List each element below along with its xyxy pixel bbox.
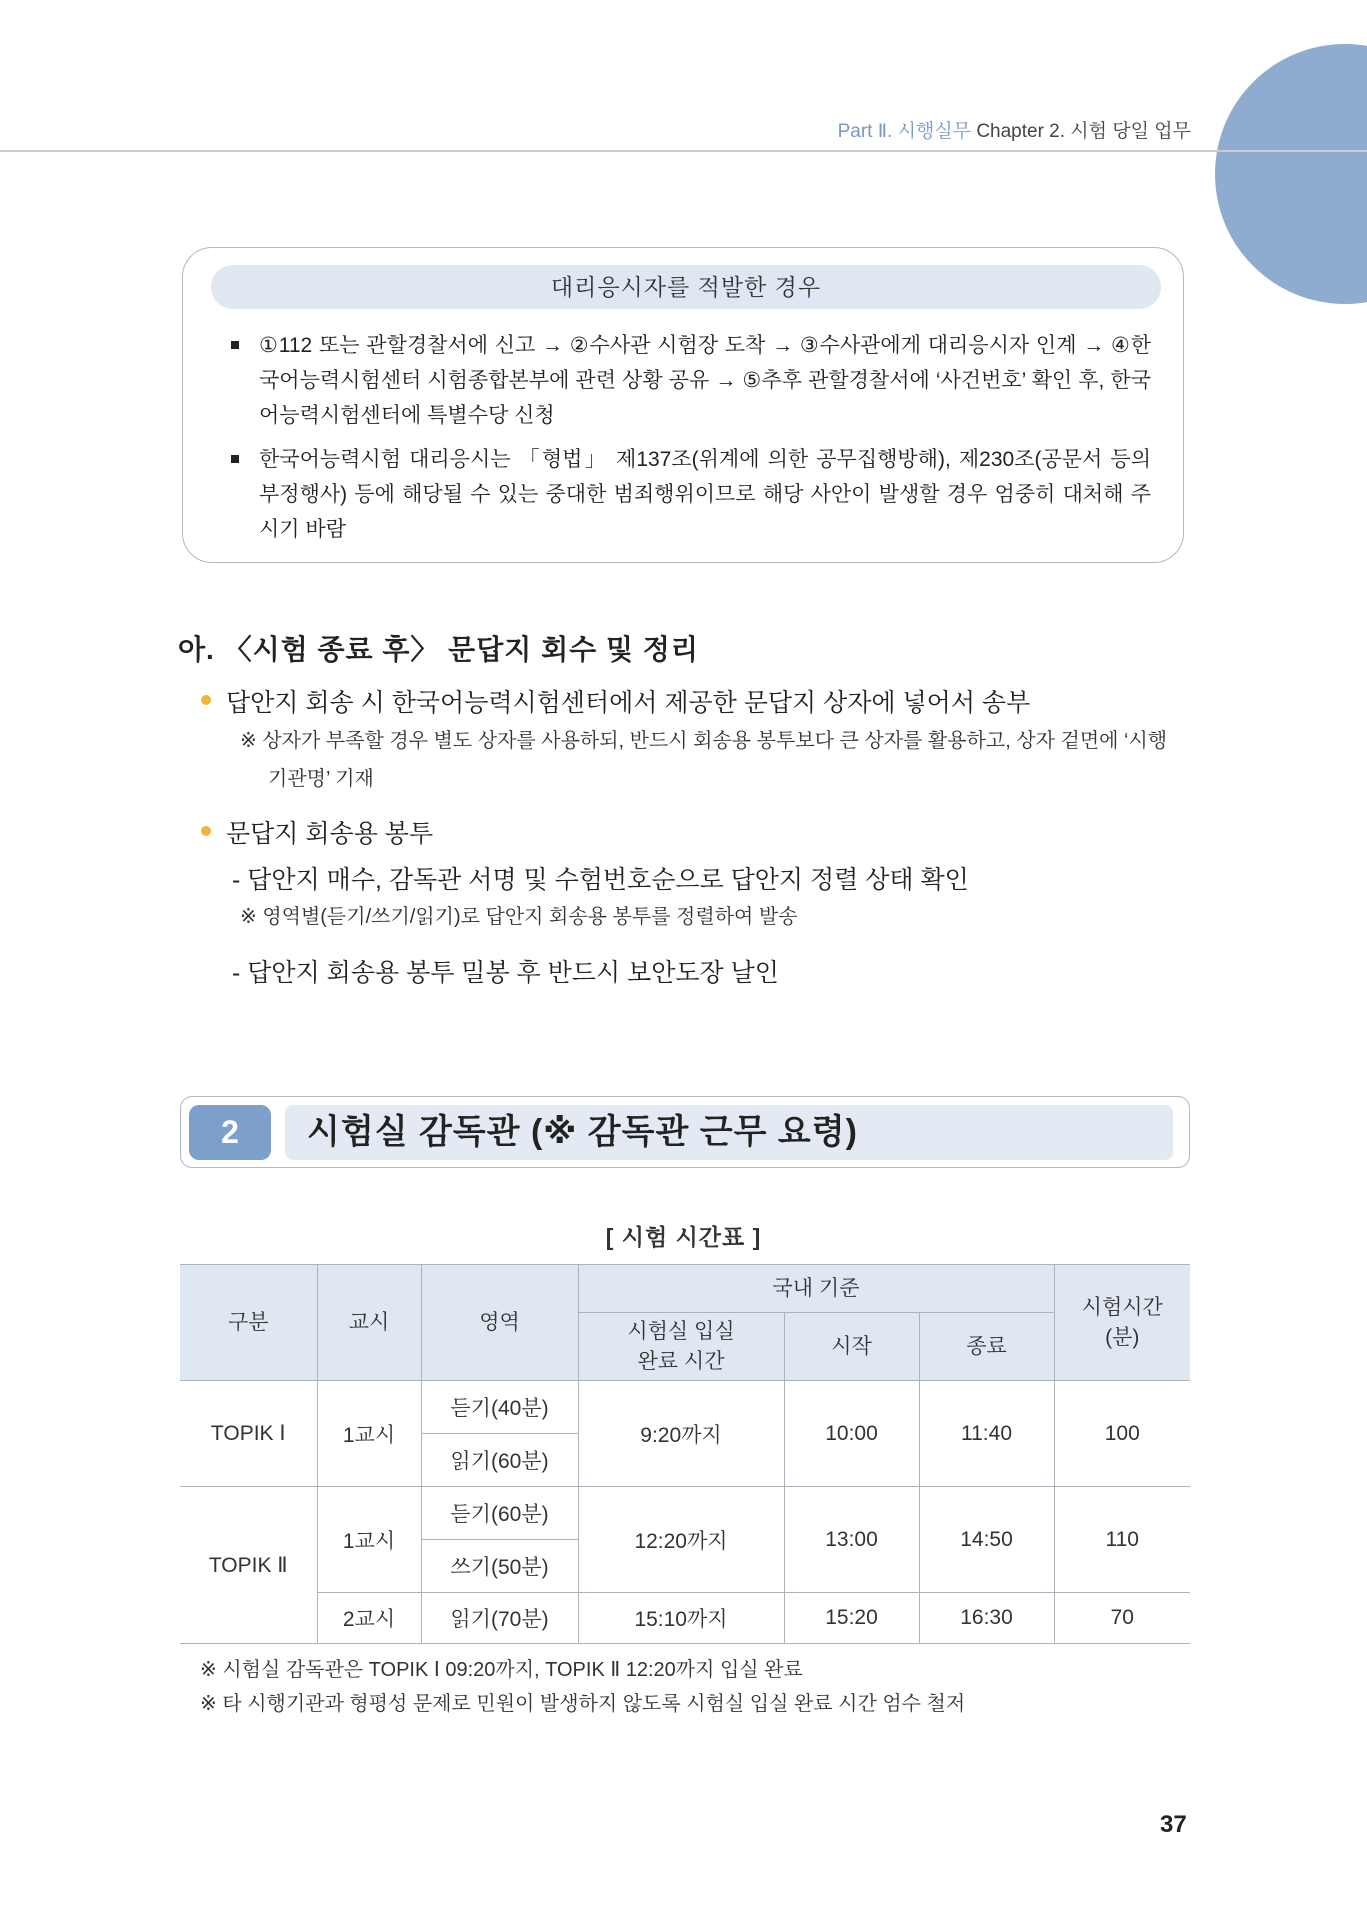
dash-item: - 답안지 회송용 봉투 밀봉 후 반드시 보안도장 날인 [232, 959, 779, 987]
cell-end: 11:40 [919, 1381, 1054, 1487]
section-number: 2 [189, 1105, 271, 1160]
cell-end: 14:50 [919, 1487, 1054, 1593]
cell-duration: 100 [1054, 1381, 1190, 1487]
cell-period: 2교시 [317, 1593, 421, 1644]
cell-entry: 15:10까지 [578, 1593, 784, 1644]
cell-duration: 70 [1054, 1593, 1190, 1644]
square-bullet-icon [231, 341, 239, 349]
header-rule [0, 150, 1367, 152]
note-text: 기관명’ 기재 [268, 768, 374, 790]
box-title: 대리응시자를 적발한 경우 [211, 265, 1161, 309]
bullet-text: 문답지 회송용 봉투 [226, 820, 434, 848]
cell-entry: 12:20까지 [578, 1487, 784, 1593]
header-area: 영역 [421, 1265, 578, 1381]
footnote: ※ 시험실 감독관은 TOPIK Ⅰ 09:20까지, TOPIK Ⅱ 12:20까지 입실 완료 [200, 1659, 803, 1681]
header-decoration-circle [1215, 44, 1367, 304]
cell-area: 쓰기(50분) [421, 1540, 578, 1593]
table-row [180, 1487, 1190, 1540]
section-title: 시험실 감독관 (※ 감독관 근무 요령) [307, 1113, 858, 1151]
section-heading: 아. 〈시험 종료 후〉 문답지 회수 및 정리 [178, 634, 699, 665]
square-bullet-icon [231, 455, 239, 463]
note-text: ※ 영역별(듣기/쓰기/읽기)로 답안지 회송용 봉투를 정렬하여 발송 [240, 906, 798, 928]
header-end: 종료 [919, 1313, 1054, 1381]
cell-period: 1교시 [317, 1381, 421, 1487]
cell-area: 듣기(60분) [421, 1487, 578, 1540]
bullet-dot-icon [201, 826, 211, 836]
header-domestic: 국내 기준 [578, 1265, 1054, 1313]
cell-level: TOPIK Ⅱ [180, 1487, 317, 1644]
note-text: ※ 상자가 부족할 경우 별도 상자를 사용하되, 반드시 회송용 봉투보다 큰 상자를 활용하고, 상자 겉면에 ‘시행 [240, 730, 1168, 752]
cell-area: 읽기(70분) [421, 1593, 578, 1644]
header-category: 구분 [180, 1265, 317, 1381]
section-2-banner [180, 1096, 1190, 1168]
proxy-test-taker-box [182, 247, 1184, 563]
table-row [180, 1381, 1190, 1434]
table-row [180, 1593, 1190, 1644]
box-item [231, 328, 1151, 433]
table-title: [ 시험 시간표 ] [605, 1224, 762, 1250]
cell-area: 듣기(40분) [421, 1381, 578, 1434]
footnote: ※ 타 시행기관과 형평성 문제로 민원이 발생하지 않도록 시험실 입실 완료 시간 엄수 철저 [200, 1693, 966, 1715]
exam-schedule-table [180, 1264, 1190, 1644]
header-entry: 시험실 입실 완료 시간 [578, 1313, 784, 1381]
box-item-text: 한국어능력시험 대리응시는 「형법」 제137조(위계에 의한 공무집행방해), 제230조(공문서 등의 부정행사) 등에 해당될 수 있는 중대한 범죄행위이므로 해당 사안이 발생할 경우 엄중히 대처해 주시기 바람 [259, 448, 1151, 541]
bullet-dot-icon [201, 695, 211, 705]
header-duration: 시험시간 (분) [1054, 1265, 1190, 1381]
cell-start: 15:20 [784, 1593, 919, 1644]
header-period: 교시 [317, 1265, 421, 1381]
cell-period: 1교시 [317, 1487, 421, 1593]
cell-start: 10:00 [784, 1381, 919, 1487]
header-part: Part Ⅱ. 시행실무 [837, 121, 972, 142]
bullet-text: 답안지 회송 시 한국어능력시험센터에서 제공한 문답지 상자에 넣어서 송부 [226, 689, 1031, 717]
header-start: 시작 [784, 1313, 919, 1381]
cell-end: 16:30 [919, 1593, 1054, 1644]
cell-area: 읽기(60분) [421, 1434, 578, 1487]
cell-start: 13:00 [784, 1487, 919, 1593]
table-header-row [180, 1265, 1190, 1313]
running-header [838, 116, 1191, 143]
cell-duration: 110 [1054, 1487, 1190, 1593]
box-item [231, 442, 1151, 547]
page-number: 37 [1160, 1811, 1187, 1838]
cell-entry: 9:20까지 [578, 1381, 784, 1487]
box-item-text: ①112 또는 관할경찰서에 신고 → ②수사관 시험장 도착 → ③수사관에게 대리응시자 인계 → ④한국어능력시험센터 시험종합본부에 관련 상황 공유 → ⑤추후 관할경찰서에 ‘사건번호’ 확인 후, 한국어능력시험센터에 특별수당 신청 [259, 334, 1151, 427]
dash-item: - 답안지 매수, 감독관 서명 및 수험번호순으로 답안지 정렬 상태 확인 [232, 866, 969, 894]
cell-level: TOPIK Ⅰ [180, 1381, 317, 1487]
box-body [231, 328, 1151, 556]
header-chapter: Chapter 2. 시험 당일 업무 [976, 121, 1191, 142]
